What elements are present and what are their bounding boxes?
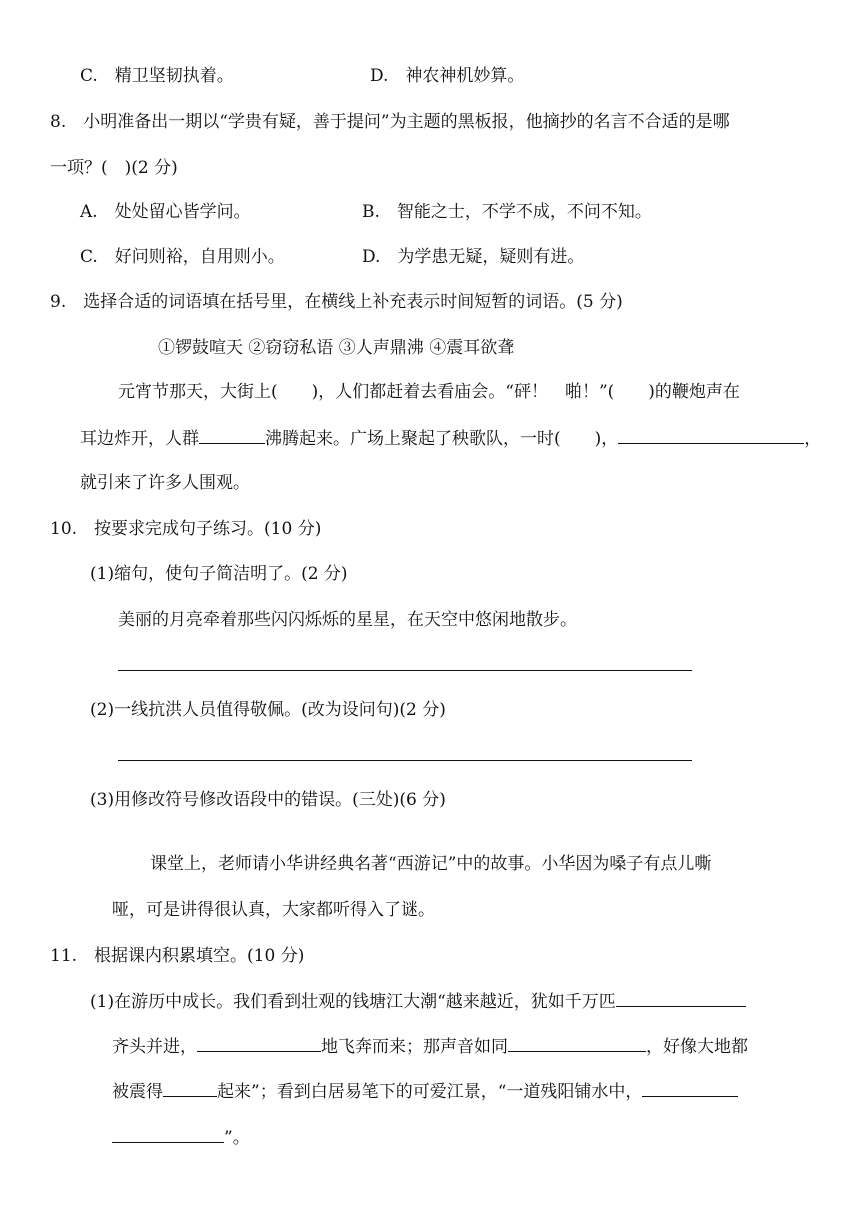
q11-blank-1[interactable]	[616, 991, 746, 1007]
q11-stem: 11. 根据课内积累填空。(10 分)	[50, 946, 305, 966]
q11-line3: 被震得 起来”；看到白居易笔下的可爱江景，“一道残阳铺水中，	[112, 1080, 738, 1104]
q10-stem: 10. 按要求完成句子练习。(10 分)	[50, 519, 322, 539]
q9-passage-line1: 元宵节那天，大街上( )，人们都赶着去看庙会。“砰！ 啪！”( )的鞭炮声在	[118, 382, 740, 402]
q11-line2: 齐头并进， 地飞奔而来；那声音如同 ，好像大地都	[112, 1037, 748, 1057]
q10-sub1-answer-line[interactable]	[118, 670, 692, 671]
q7-option-c: C. 精卫坚韧执着。	[80, 66, 234, 86]
q10-paragraph-line1: 课堂上，老师请小华讲经典名著“西游记”中的故事。小华因为嗓子有点儿嘶	[150, 854, 712, 874]
q11-blank-5[interactable]	[642, 1081, 738, 1097]
q10-paragraph-line2: 哑，可是讲得很认真，大家都听得入了谜。	[112, 900, 435, 920]
q10-sub2-answer-line[interactable]	[118, 760, 692, 761]
q10-sub1: (1)缩句，使句子简洁明了。(2 分)	[90, 564, 348, 584]
q9-word-options: ①锣鼓喧天 ②窃窃私语 ③人声鼎沸 ④震耳欲聋	[158, 338, 515, 358]
q11-blank-6[interactable]	[112, 1127, 224, 1143]
q8-stem-line2: 一项？( )(2 分)	[50, 158, 178, 178]
q8-option-c: C. 好问则裕，自用则小。	[80, 247, 285, 267]
q7-option-d: D. 神农神机妙算。	[370, 66, 525, 86]
q8-option-b: B. 智能之士，不学不成，不问不知。	[362, 202, 652, 222]
q8-stem-line1: 8. 小明准备出一期以“学贵有疑，善于提问”为主题的黑板报，他摘抄的名言不合适的是哪	[50, 112, 730, 132]
q8-option-d: D. 为学患无疑，疑则有进。	[362, 247, 585, 267]
q11-blank-2[interactable]	[197, 1036, 321, 1052]
q10-sub1-sentence: 美丽的月亮牵着那些闪闪烁烁的星星，在天空中悠闲地散步。	[118, 610, 577, 630]
q10-sub2: (2)一线抗洪人员值得敬佩。(改为设问句)(2 分)	[90, 700, 446, 720]
q11-blank-4[interactable]	[163, 1081, 217, 1097]
q9-passage-line3: 就引来了许多人围观。	[80, 473, 250, 493]
q11-line1: (1)在游历中成长。我们看到壮观的钱塘江大潮“越来越近，犹如千万匹	[90, 990, 746, 1014]
q9-passage-line2: 耳边炸开，人群 沸腾起来。广场上聚起了秧歌队，一时( )， ，	[80, 429, 822, 449]
q11-line4: ”。	[112, 1126, 250, 1150]
q9-blank-1[interactable]	[199, 428, 265, 444]
q10-sub3: (3)用修改符号修改语段中的错误。(三处)(6 分)	[90, 790, 446, 810]
q9-stem: 9. 选择合适的词语填在括号里，在横线上补充表示时间短暂的词语。(5 分)	[50, 292, 623, 312]
q11-blank-3[interactable]	[508, 1036, 646, 1052]
q8-option-a: A. 处处留心皆学问。	[80, 202, 251, 222]
q9-blank-2[interactable]	[618, 428, 804, 444]
